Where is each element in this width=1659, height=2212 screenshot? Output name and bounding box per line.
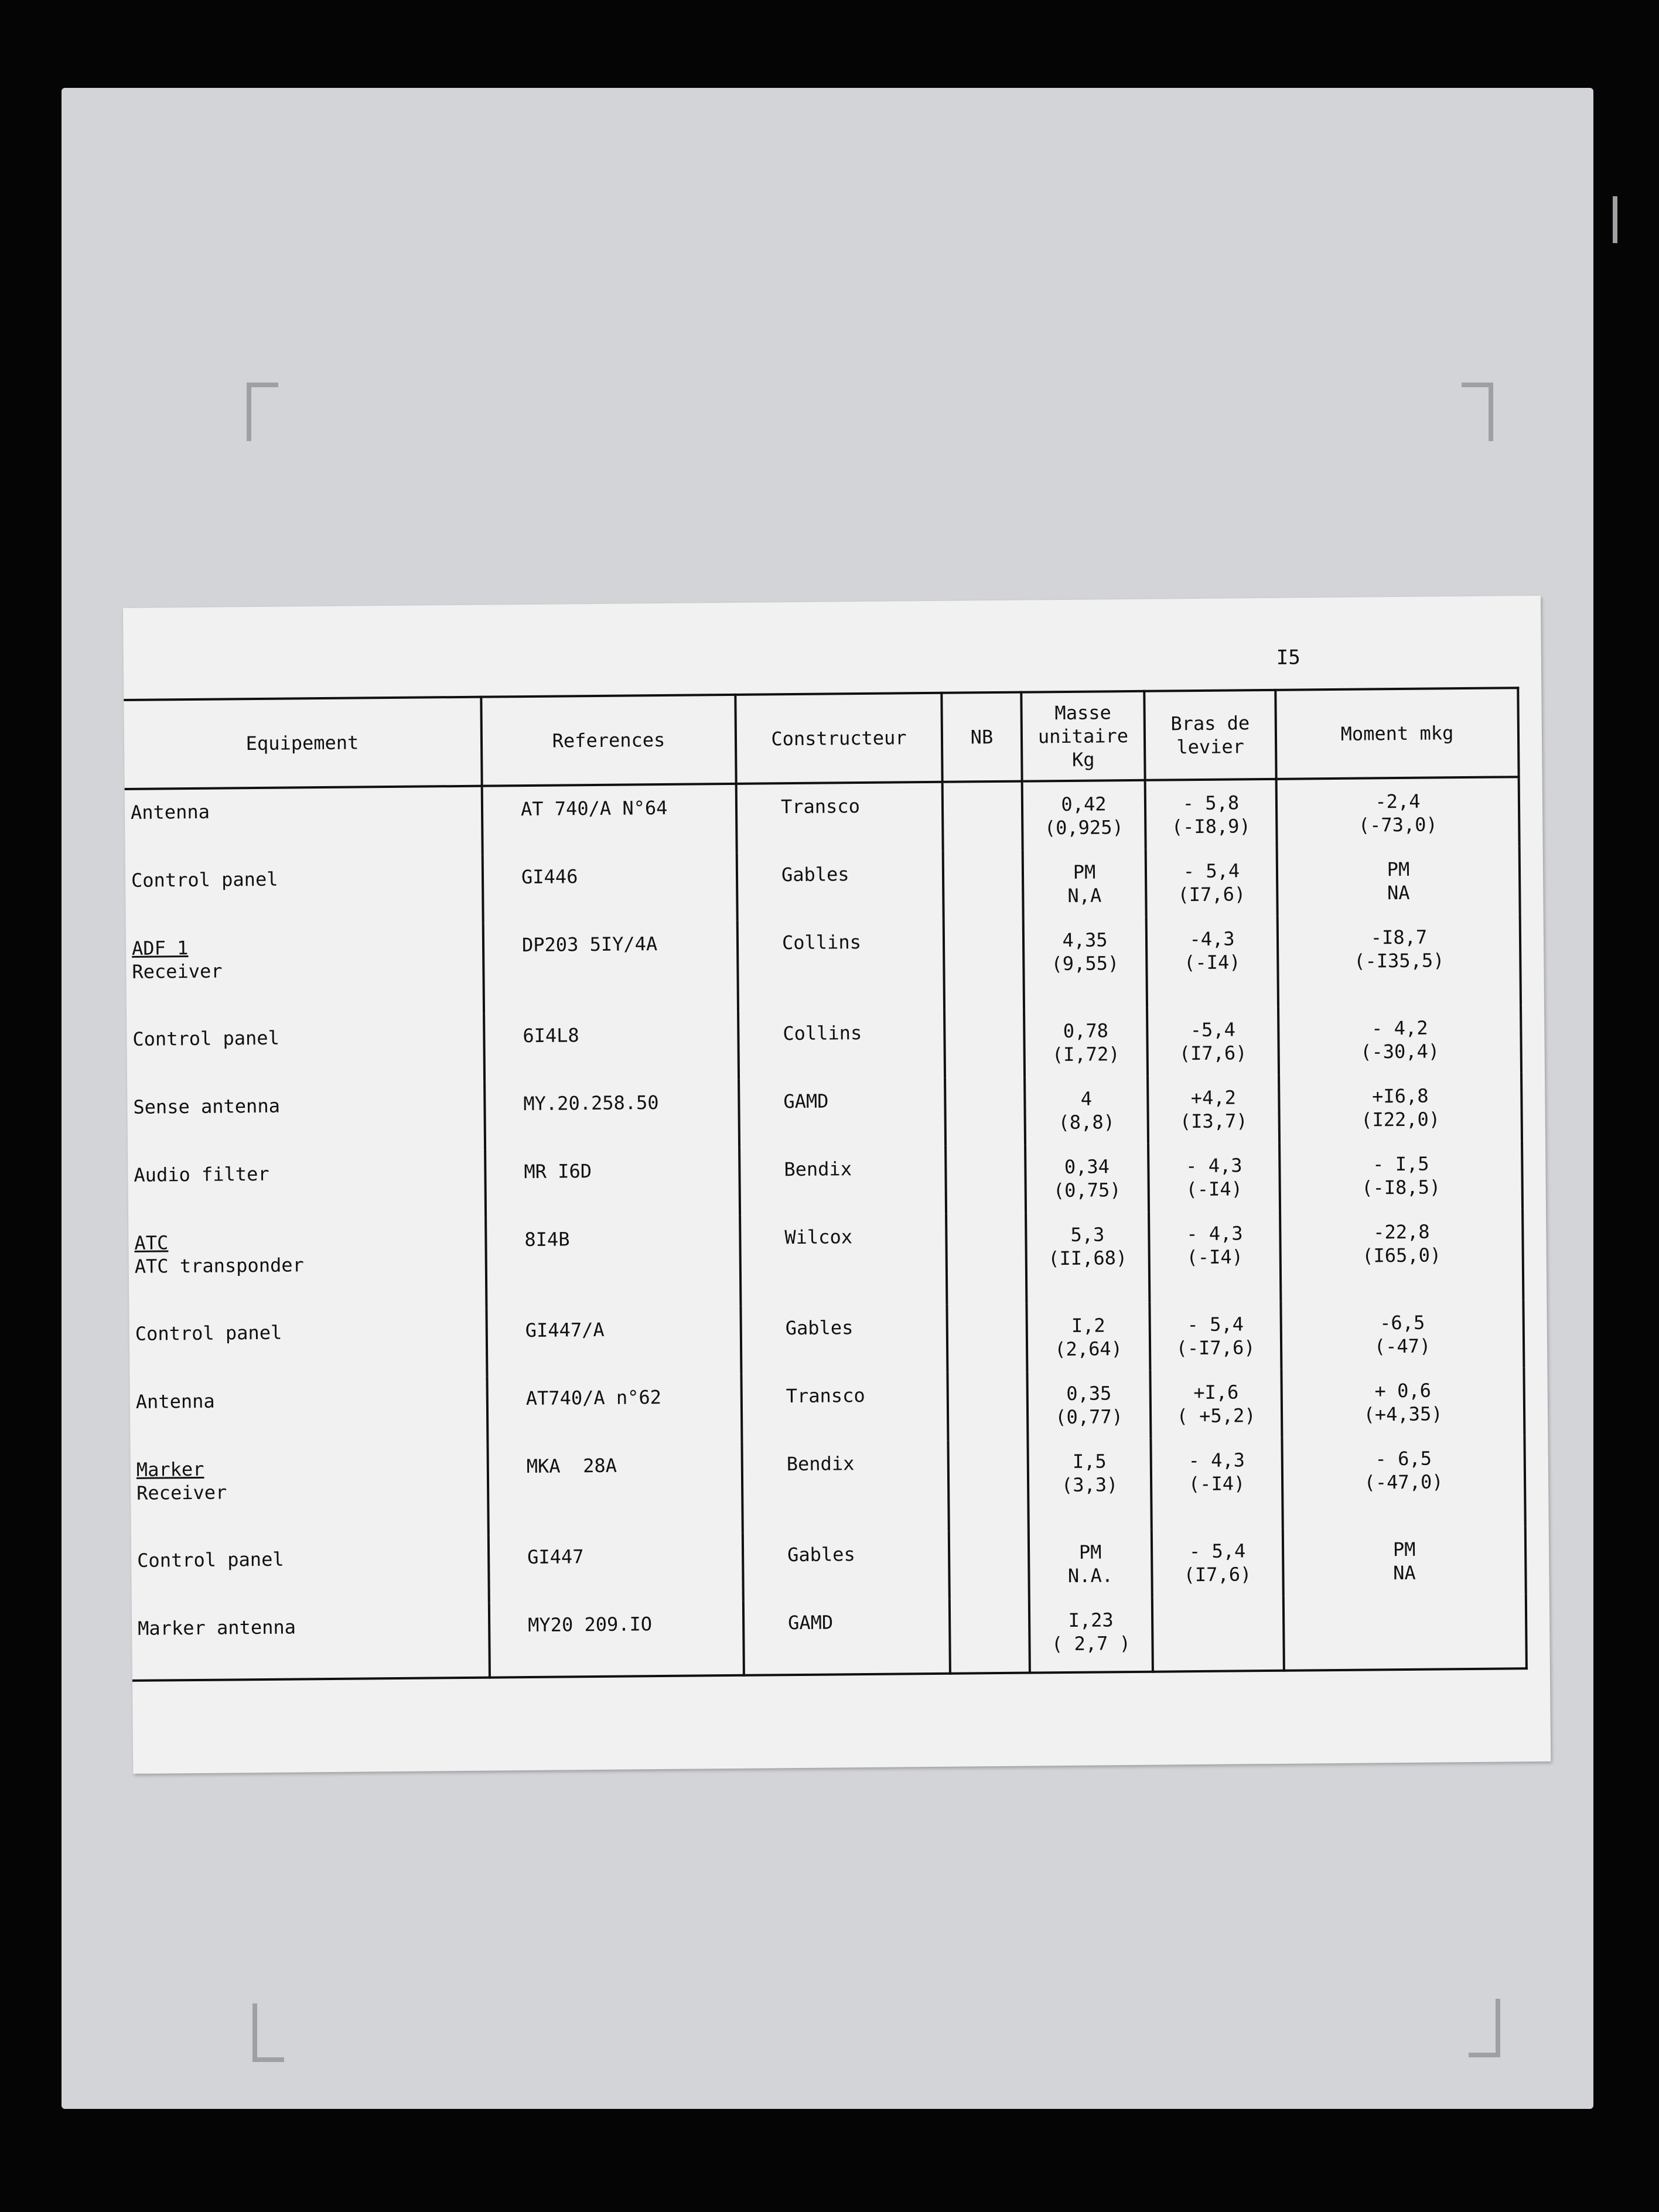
header-bras: Bras de levier	[1144, 690, 1276, 780]
masse: 0,78 (I,72)	[1052, 1019, 1120, 1066]
group-label: Marker	[136, 1457, 204, 1481]
moment: -6,5 (-47)	[1374, 1311, 1431, 1358]
bras: - 4,3 (-I4)	[1186, 1154, 1243, 1201]
constructeur: Gables	[785, 1316, 854, 1340]
masse: 0,42 (0,925)	[1044, 793, 1124, 839]
crop-mark-bottom-left	[252, 2003, 284, 2062]
table-row	[128, 1141, 1523, 1221]
film-frame	[62, 88, 1593, 2109]
bras: -4,3 (-I4)	[1184, 927, 1241, 974]
constructeur: Transco	[780, 795, 861, 818]
header-moment: Moment mkg	[1275, 688, 1518, 779]
bras: +I,6 ( +5,2)	[1176, 1381, 1256, 1428]
table-row	[125, 777, 1520, 858]
document-sheet	[123, 596, 1551, 1774]
masse: PM N,A	[1067, 861, 1102, 907]
nb	[945, 929, 1022, 930]
crop-mark-top-right	[1462, 383, 1493, 441]
moment: - 4,2 (-30,4)	[1360, 1016, 1440, 1063]
reference: 6I4L8	[523, 1024, 579, 1047]
bras: - 4,3 (-I4)	[1186, 1222, 1244, 1269]
moment: -22,8 (I65,0)	[1362, 1220, 1442, 1267]
equipment-name: Receiver	[132, 960, 223, 983]
equipment-name: Control panel	[137, 1548, 284, 1572]
bras: - 5,8 (-I8,9)	[1171, 791, 1251, 838]
header-nb: NB	[941, 692, 1022, 782]
reference: AT 740/A N°64	[520, 796, 668, 821]
constructeur: Gables	[787, 1543, 855, 1566]
page-number: I5	[1276, 646, 1300, 670]
equipment-name: Sense antenna	[133, 1094, 281, 1118]
equipment-name: Receiver	[136, 1481, 227, 1504]
equipment-name: Antenna	[135, 1390, 215, 1413]
header-row	[124, 688, 1518, 789]
crop-mark-top-left	[247, 383, 278, 441]
moment: PM NA	[1392, 1538, 1416, 1585]
constructeur: Bendix	[784, 1158, 852, 1181]
reference: MR I6D	[524, 1160, 592, 1183]
masse: 4,35 (9,55)	[1051, 929, 1119, 975]
table-row	[126, 914, 1521, 1017]
equipment-name: Control panel	[132, 1026, 280, 1050]
reference: MKA 28A	[526, 1454, 617, 1478]
table-row	[127, 1073, 1522, 1153]
crop-mark-bottom-right	[1469, 1999, 1500, 2057]
constructeur: Collins	[781, 931, 862, 954]
equipment-name: ATC transponder	[134, 1254, 304, 1278]
equipment-name: Control panel	[131, 868, 278, 892]
nb	[944, 793, 1021, 794]
header-masse: Masse unitaire Kg	[1021, 691, 1145, 781]
nb	[950, 1541, 1028, 1542]
crop-mark-edge	[1613, 196, 1617, 243]
reference: MY20 209.IO	[528, 1613, 653, 1637]
moment: + 0,6 (+4,35)	[1363, 1379, 1443, 1426]
constructeur: Bendix	[786, 1452, 855, 1476]
equipment-name: Audio filter	[134, 1162, 269, 1186]
nb	[951, 1609, 1028, 1610]
masse: I,5 (3,3)	[1061, 1450, 1118, 1497]
bras: -5,4 (I7,6)	[1179, 1018, 1247, 1065]
equipment-name: Antenna	[130, 800, 210, 824]
bras: - 5,4 (I7,6)	[1177, 859, 1246, 906]
table-row	[129, 1299, 1524, 1380]
masse: 0,35 (0,77)	[1055, 1382, 1124, 1429]
moment	[1285, 1605, 1525, 1607]
header-references: References	[481, 695, 736, 786]
constructeur: GAMD	[783, 1090, 829, 1113]
moment: - I,5 (-I8,5)	[1361, 1152, 1441, 1199]
bras	[1153, 1607, 1282, 1608]
reference: MY.20.258.50	[523, 1091, 659, 1115]
constructeur: GAMD	[787, 1611, 834, 1634]
masse: 0,34 (0,75)	[1053, 1155, 1121, 1202]
masse: 5,3 (II,68)	[1048, 1223, 1128, 1270]
moment: PM NA	[1387, 858, 1410, 904]
equipment-name: Control panel	[135, 1321, 282, 1345]
masse: I,23 ( 2,7 )	[1051, 1609, 1131, 1655]
moment: -2,4 (-73,0)	[1358, 790, 1438, 837]
table-row	[128, 1209, 1523, 1312]
table-row	[131, 1435, 1525, 1538]
moment: +I6,8 (I22,0)	[1361, 1084, 1440, 1131]
header-equipment: Equipement	[124, 697, 482, 789]
group-label: ATC	[134, 1231, 169, 1254]
masse: I,2 (2,64)	[1054, 1314, 1123, 1361]
constructeur: Gables	[781, 863, 849, 886]
reference: GI447/A	[525, 1318, 605, 1342]
nb	[944, 861, 1022, 862]
constructeur: Transco	[786, 1384, 865, 1408]
masse: PM N.A.	[1067, 1541, 1114, 1587]
table-row	[125, 846, 1520, 926]
reference: AT740/A n°62	[525, 1386, 662, 1410]
table-body	[125, 777, 1527, 1681]
equipment-name: Marker antenna	[138, 1616, 296, 1640]
equipment-table	[124, 687, 1528, 1682]
reference: GI447	[527, 1545, 584, 1569]
bras: - 4,3 (-I4)	[1188, 1449, 1245, 1496]
moment: - 6,5 (-47,0)	[1364, 1447, 1443, 1494]
constructeur: Collins	[783, 1022, 862, 1045]
nb	[950, 1450, 1027, 1451]
reference: DP203 5IY/4A	[521, 933, 658, 957]
table-row	[131, 1526, 1526, 1606]
bras: +4,2 (I3,7)	[1179, 1086, 1248, 1133]
header-constructeur: Constructeur	[735, 693, 942, 784]
masse: 4 (8,8)	[1058, 1087, 1115, 1134]
reference: GI446	[521, 865, 578, 889]
bras: - 5,4 (-I7,6)	[1176, 1313, 1255, 1360]
table-row	[127, 1005, 1521, 1085]
reference: 8I4B	[524, 1228, 570, 1251]
group-label: ADF 1	[131, 937, 189, 960]
bras: - 5,4 (I7,6)	[1183, 1539, 1252, 1586]
table-row	[132, 1594, 1527, 1681]
table-row	[129, 1367, 1524, 1448]
constructeur: Wilcox	[784, 1226, 853, 1249]
moment: -I8,7 (-I35,5)	[1354, 926, 1445, 972]
